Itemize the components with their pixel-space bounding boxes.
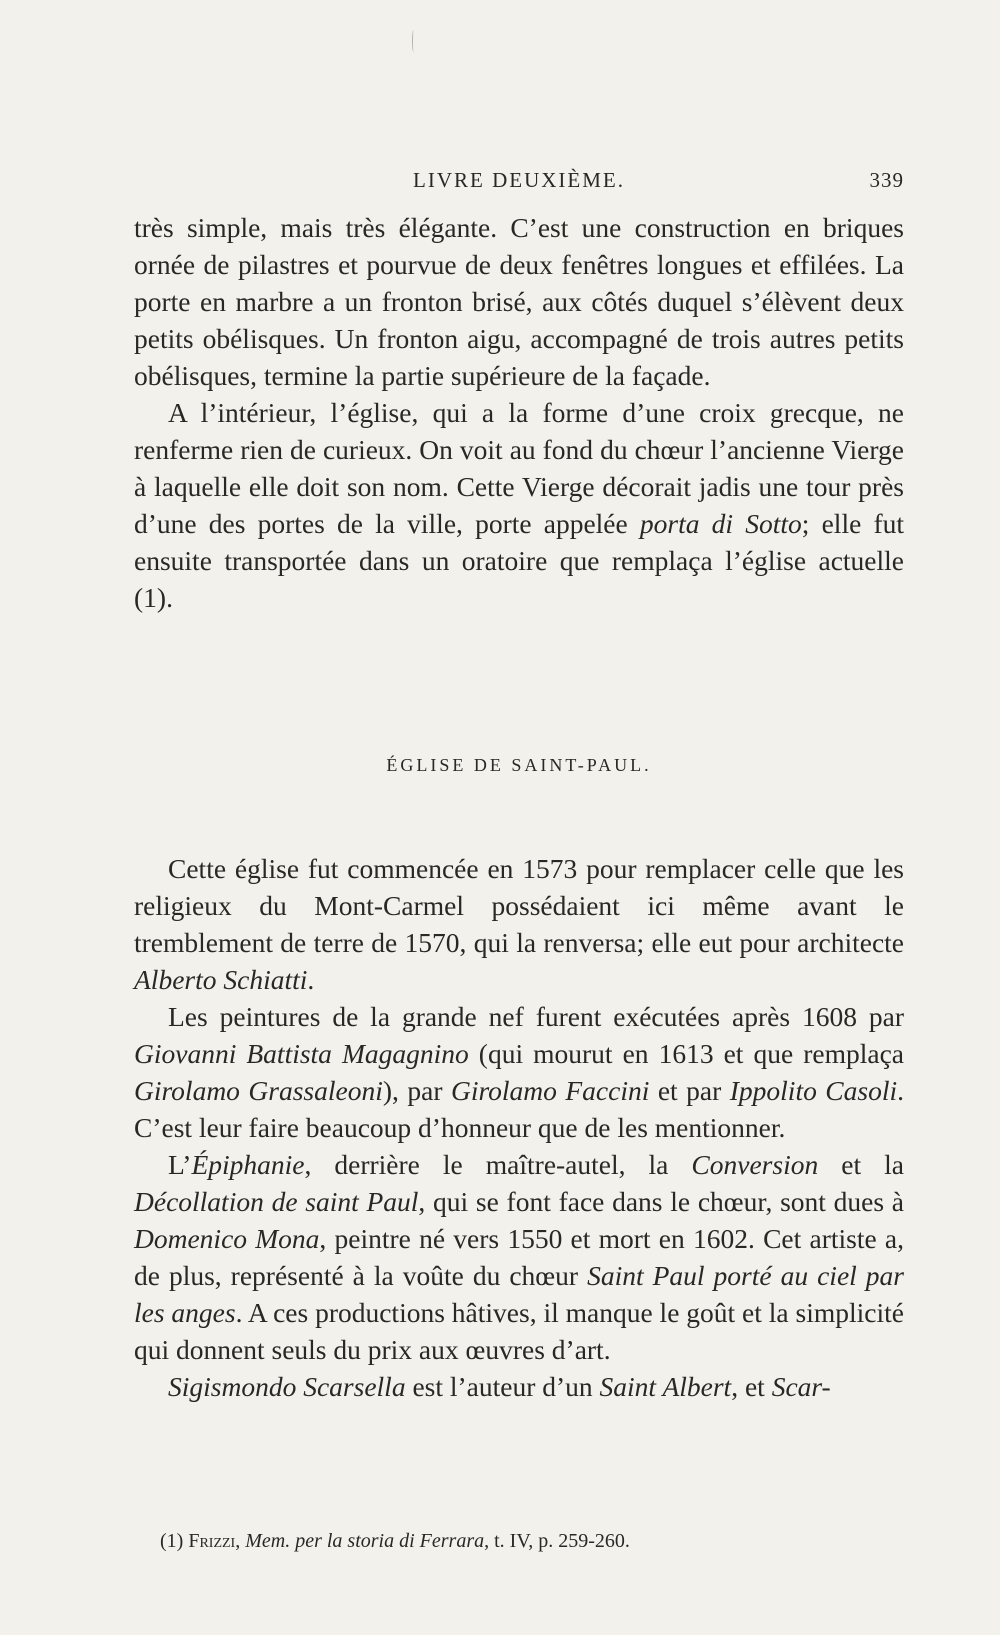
text-run: , t. IV, p. 259-260. xyxy=(484,1530,630,1552)
paragraph xyxy=(134,1146,904,1368)
artwork-title: Saint Paul porté au ciel par les anges xyxy=(134,1260,904,1328)
footnote-author: Frizzi xyxy=(188,1530,236,1552)
artist-name: Domenico Mona xyxy=(134,1223,320,1254)
artwork-title: Décollation de saint Paul xyxy=(134,1186,419,1217)
paragraph xyxy=(134,209,904,394)
running-header xyxy=(134,163,904,197)
artwork-title: Scar- xyxy=(771,1371,831,1402)
running-title: LIVRE DEUXIÈME. xyxy=(413,167,625,192)
text-run: et par xyxy=(649,1075,730,1106)
italic-title: porta di Sotto xyxy=(639,508,802,539)
text-run: L’ xyxy=(168,1149,192,1180)
text-run: . A ces productions hâtives, il manque le goût et la simplicité qui donnent seuls du prix aux œuvres d’art. xyxy=(134,1297,904,1365)
artwork-title: Saint Albert xyxy=(599,1371,732,1402)
body-text-top xyxy=(134,209,904,616)
text-run: Cette église fut commencée en 1573 pour remplacer celle que les religieux du Mont-Carmel possédaient ici même avant le tremblement de terre de 1570, qui la renversa; elle eut pour architecte xyxy=(134,853,904,958)
text-run: . xyxy=(307,964,315,995)
text-run: (qui mourut en 1613 et que remplaça xyxy=(468,1038,904,1069)
artist-name: Girolamo Faccini xyxy=(450,1075,650,1106)
text-run: est l’auteur d’un xyxy=(405,1371,600,1402)
page-number: 339 xyxy=(869,167,904,192)
text-run: Les peintures de la grande nef furent exécutées après 1608 par xyxy=(168,1001,904,1032)
text-run: . C’est leur faire beaucoup d’honneur que de les mentionner. xyxy=(134,1075,905,1143)
artwork-title: Épiphanie xyxy=(191,1149,305,1180)
artist-name: Giovanni Battista Magagnino xyxy=(134,1038,469,1069)
footnote-marker: (1) xyxy=(160,1530,184,1552)
body-text-bottom xyxy=(134,850,904,1405)
paragraph xyxy=(134,998,904,1146)
paragraph xyxy=(134,394,904,616)
artist-name: Ippolito Casoli xyxy=(729,1075,898,1106)
text-run: , peintre né vers 1550 et mort en 1602. Cet artiste a, de plus, représenté à la voûte du chœur xyxy=(134,1223,905,1291)
text-run: , derrière le maître-autel, la xyxy=(304,1149,692,1180)
text-run: très simple, mais très élégante. C’est une construction en briques ornée de pilastres et pourvue de deux fenêtres longues et effilées. La porte en marbre a un fronton brisé, aux côtés duquel s’élèvent deux petits obélisques. Un fronton aigu, accompagné de trois autres petits obélisques, termine la partie supérieure de la façade. xyxy=(134,212,904,391)
text-run: et la xyxy=(818,1149,904,1180)
footnote-title: Mem. per la storia di Ferrara xyxy=(245,1530,485,1552)
section-heading: ÉGLISE DE SAINT-PAUL. xyxy=(386,755,652,775)
text-run: , xyxy=(235,1530,246,1552)
paragraph xyxy=(134,850,904,998)
text-run: , qui se font face dans le chœur, sont dues à xyxy=(418,1186,904,1217)
text-run: ), par xyxy=(382,1075,451,1106)
text-run: , et xyxy=(731,1371,772,1402)
artist-name: Sigismondo Scarsella xyxy=(168,1371,406,1402)
text-run: A l’intérieur, l’église, qui a la forme d’une croix grecque, ne renferme rien de curieux. On voit au fond du chœur l’ancienne Vierge à laquelle elle doit son nom. Cette Vierge décorait jadis une tour près d’une des portes de la ville, porte appelée xyxy=(134,397,904,539)
artist-name: Alberto Schiatti xyxy=(134,964,308,995)
paper-blemish xyxy=(412,30,415,52)
paragraph xyxy=(134,1368,904,1405)
footnote xyxy=(160,1527,900,1555)
text-run: ; elle fut ensuite transportée dans un oratoire que remplaça l’église actuelle (1). xyxy=(134,508,905,613)
artwork-title: Conversion xyxy=(691,1149,819,1180)
artist-name: Girolamo Grassaleoni xyxy=(134,1075,383,1106)
